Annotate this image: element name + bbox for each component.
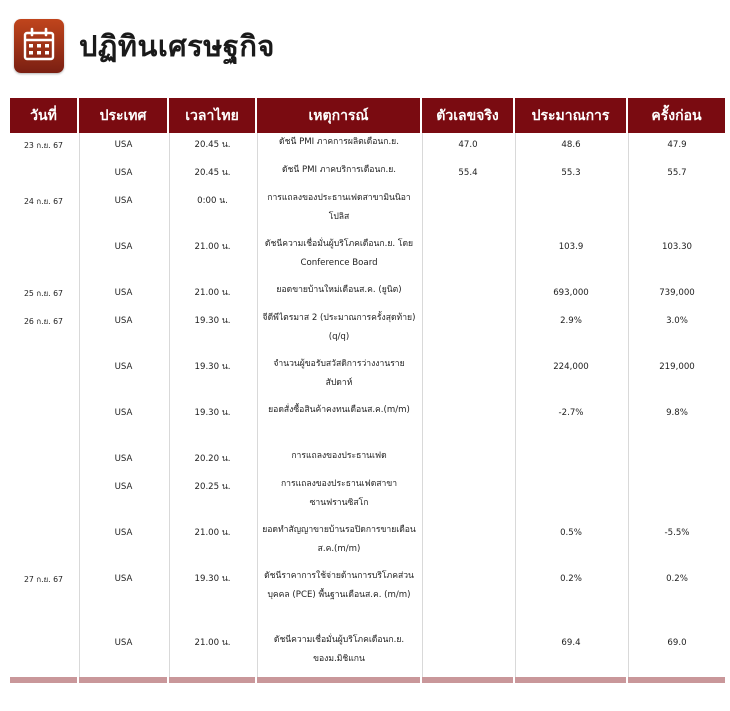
cell-forecast: 0.2% [515,567,626,631]
cell-actual [422,521,513,567]
cell-date [10,355,77,401]
cell-time: 21.00 น. [169,631,255,677]
cell-previous: 9.8% [628,401,725,447]
footer-bar-cell [257,677,420,683]
table-row [10,133,725,161]
cell-event: ดัชนีราคาการใช้จ่ายด้านการบริโภคส่วนบุคคล (PCE) พื้นฐานเดือนส.ค. (m/m) [257,567,420,631]
cell-date [10,235,77,281]
cell-previous: 69.0 [628,631,725,677]
cell-forecast [515,475,626,521]
cell-actual [422,309,513,355]
column-header-previous: ครั้งก่อน [628,98,725,133]
cell-event: ดัชนีความเชื่อมั่นผู้บริโภคเดือนก.ย. โดย Conference Board [257,235,420,281]
cell-actual [422,447,513,475]
cell-time: 21.00 น. [169,235,255,281]
cell-time: 19.30 น. [169,309,255,355]
cell-actual [422,401,513,447]
column-header-country: ประเทศ [79,98,167,133]
cell-actual [422,475,513,521]
column-header-event: เหตุการณ์ [257,98,420,133]
cell-forecast: 224,000 [515,355,626,401]
cell-actual [422,631,513,677]
cell-forecast: 693,000 [515,281,626,309]
cell-time: 20.25 น. [169,475,255,521]
cell-previous [628,447,725,475]
cell-previous: 3.0% [628,309,725,355]
cell-event: การแถลงของประธานเฟดสาขาซานฟรานซิสโก [257,475,420,521]
table-footer-bar [10,677,725,683]
cell-forecast: -2.7% [515,401,626,447]
cell-forecast: 48.6 [515,133,626,161]
cell-event: ดัชนี PMI ภาคบริการเดือนก.ย. [257,161,420,189]
cell-forecast: 0.5% [515,521,626,567]
table-row [10,447,725,475]
calendar-icon [14,19,64,73]
cell-date: 27 ก.ย. 67 [23,575,64,584]
cell-date: 24 ก.ย. 67 [23,197,64,206]
cell-previous: 219,000 [628,355,725,401]
cell-previous: 739,000 [628,281,725,309]
cell-country: USA [79,401,167,447]
cell-event: ยอดขายบ้านใหม่เดือนส.ค. (ยูนิต) [257,281,420,309]
cell-time: 19.30 น. [169,355,255,401]
table-row [10,567,725,631]
footer-bar-cell [79,677,167,683]
cell-event: ดัชนี PMI ภาคการผลิตเดือนก.ย. [257,133,420,161]
cell-date [10,401,77,447]
cell-actual: 55.4 [422,161,513,189]
cell-country: USA [79,161,167,189]
table-row [10,161,725,189]
cell-time: 20.45 น. [169,133,255,161]
cell-previous [628,475,725,521]
table-row [10,235,725,281]
footer-bar-cell [515,677,626,683]
cell-country: USA [79,281,167,309]
cell-date: 25 ก.ย. 67 [23,289,64,298]
cell-previous: 103.30 [628,235,725,281]
footer-bar-cell [169,677,255,683]
cell-event: การแถลงของประธานเฟด [257,447,420,475]
cell-previous [628,189,725,235]
cell-date [10,161,77,189]
table-row [10,309,725,355]
column-header-time: เวลาไทย [169,98,255,133]
cell-country: USA [79,447,167,475]
cell-date: 26 ก.ย. 67 [23,317,64,326]
cell-forecast: 69.4 [515,631,626,677]
cell-event: ดัชนีความเชื่อมั่นผู้บริโภคเดือนก.ย. ของม.มิชิแกน [257,631,420,677]
cell-country: USA [79,521,167,567]
cell-date [10,447,77,475]
column-header-date: วันที่ [10,98,77,133]
cell-time: 20.45 น. [169,161,255,189]
cell-country: USA [79,235,167,281]
cell-time: 19.30 น. [169,567,255,631]
cell-country: USA [79,355,167,401]
cell-previous: 55.7 [628,161,725,189]
cell-date [10,475,77,521]
cell-time: 19.30 น. [169,401,255,447]
cell-event: การแถลงของประธานเฟดสาขามินนิอาโปลิส [257,189,420,235]
cell-time: 20.20 น. [169,447,255,475]
table-row [10,521,725,567]
footer-bar-cell [422,677,513,683]
table-row [10,281,725,309]
cell-actual [422,281,513,309]
footer-bar-cell [10,677,77,683]
cell-event: ยอดทำสัญญาขายบ้านรอปิดการขายเดือนส.ค.(m/m) [257,521,420,567]
table-row [10,475,725,521]
table-row [10,401,725,447]
cell-date [10,631,77,677]
cell-time: 21.00 น. [169,281,255,309]
cell-country: USA [79,475,167,521]
cell-country: USA [79,309,167,355]
cell-forecast [515,447,626,475]
cell-event: จีดีพีไตรมาส 2 (ประมาณการครั้งสุดท้าย) (q/q) [257,309,420,355]
table-row [10,189,725,235]
cell-country: USA [79,567,167,631]
column-header-forecast: ประมาณการ [515,98,626,133]
table-row [10,355,725,401]
footer-bar-cell [628,677,725,683]
cell-date: 23 ก.ย. 67 [23,141,64,150]
cell-actual [422,355,513,401]
cell-forecast: 55.3 [515,161,626,189]
table-header-row [10,98,725,133]
cell-actual [422,189,513,235]
column-header-actual: ตัวเลขจริง [422,98,513,133]
cell-forecast: 103.9 [515,235,626,281]
cell-time: 0:00 น. [169,189,255,235]
cell-date [10,521,77,567]
cell-time: 21.00 น. [169,521,255,567]
page-title: ปฏิทินเศรษฐกิจ [79,29,275,63]
page-header [14,16,275,76]
cell-actual: 47.0 [422,133,513,161]
cell-previous: 0.2% [628,567,725,631]
table-row [10,631,725,677]
cell-previous: 47.9 [628,133,725,161]
cell-forecast [515,189,626,235]
cell-actual [422,235,513,281]
cell-country: USA [79,133,167,161]
cell-country: USA [79,631,167,677]
economic-calendar-table [8,98,727,683]
cell-previous: -5.5% [628,521,725,567]
cell-event: ยอดสั่งซื้อสินค้าคงทนเดือนส.ค.(m/m) [257,401,420,447]
cell-event: จำนวนผู้ขอรับสวัสดิการว่างงานรายสัปดาห์ [257,355,420,401]
cell-forecast: 2.9% [515,309,626,355]
cell-country: USA [79,189,167,235]
cell-actual [422,567,513,631]
